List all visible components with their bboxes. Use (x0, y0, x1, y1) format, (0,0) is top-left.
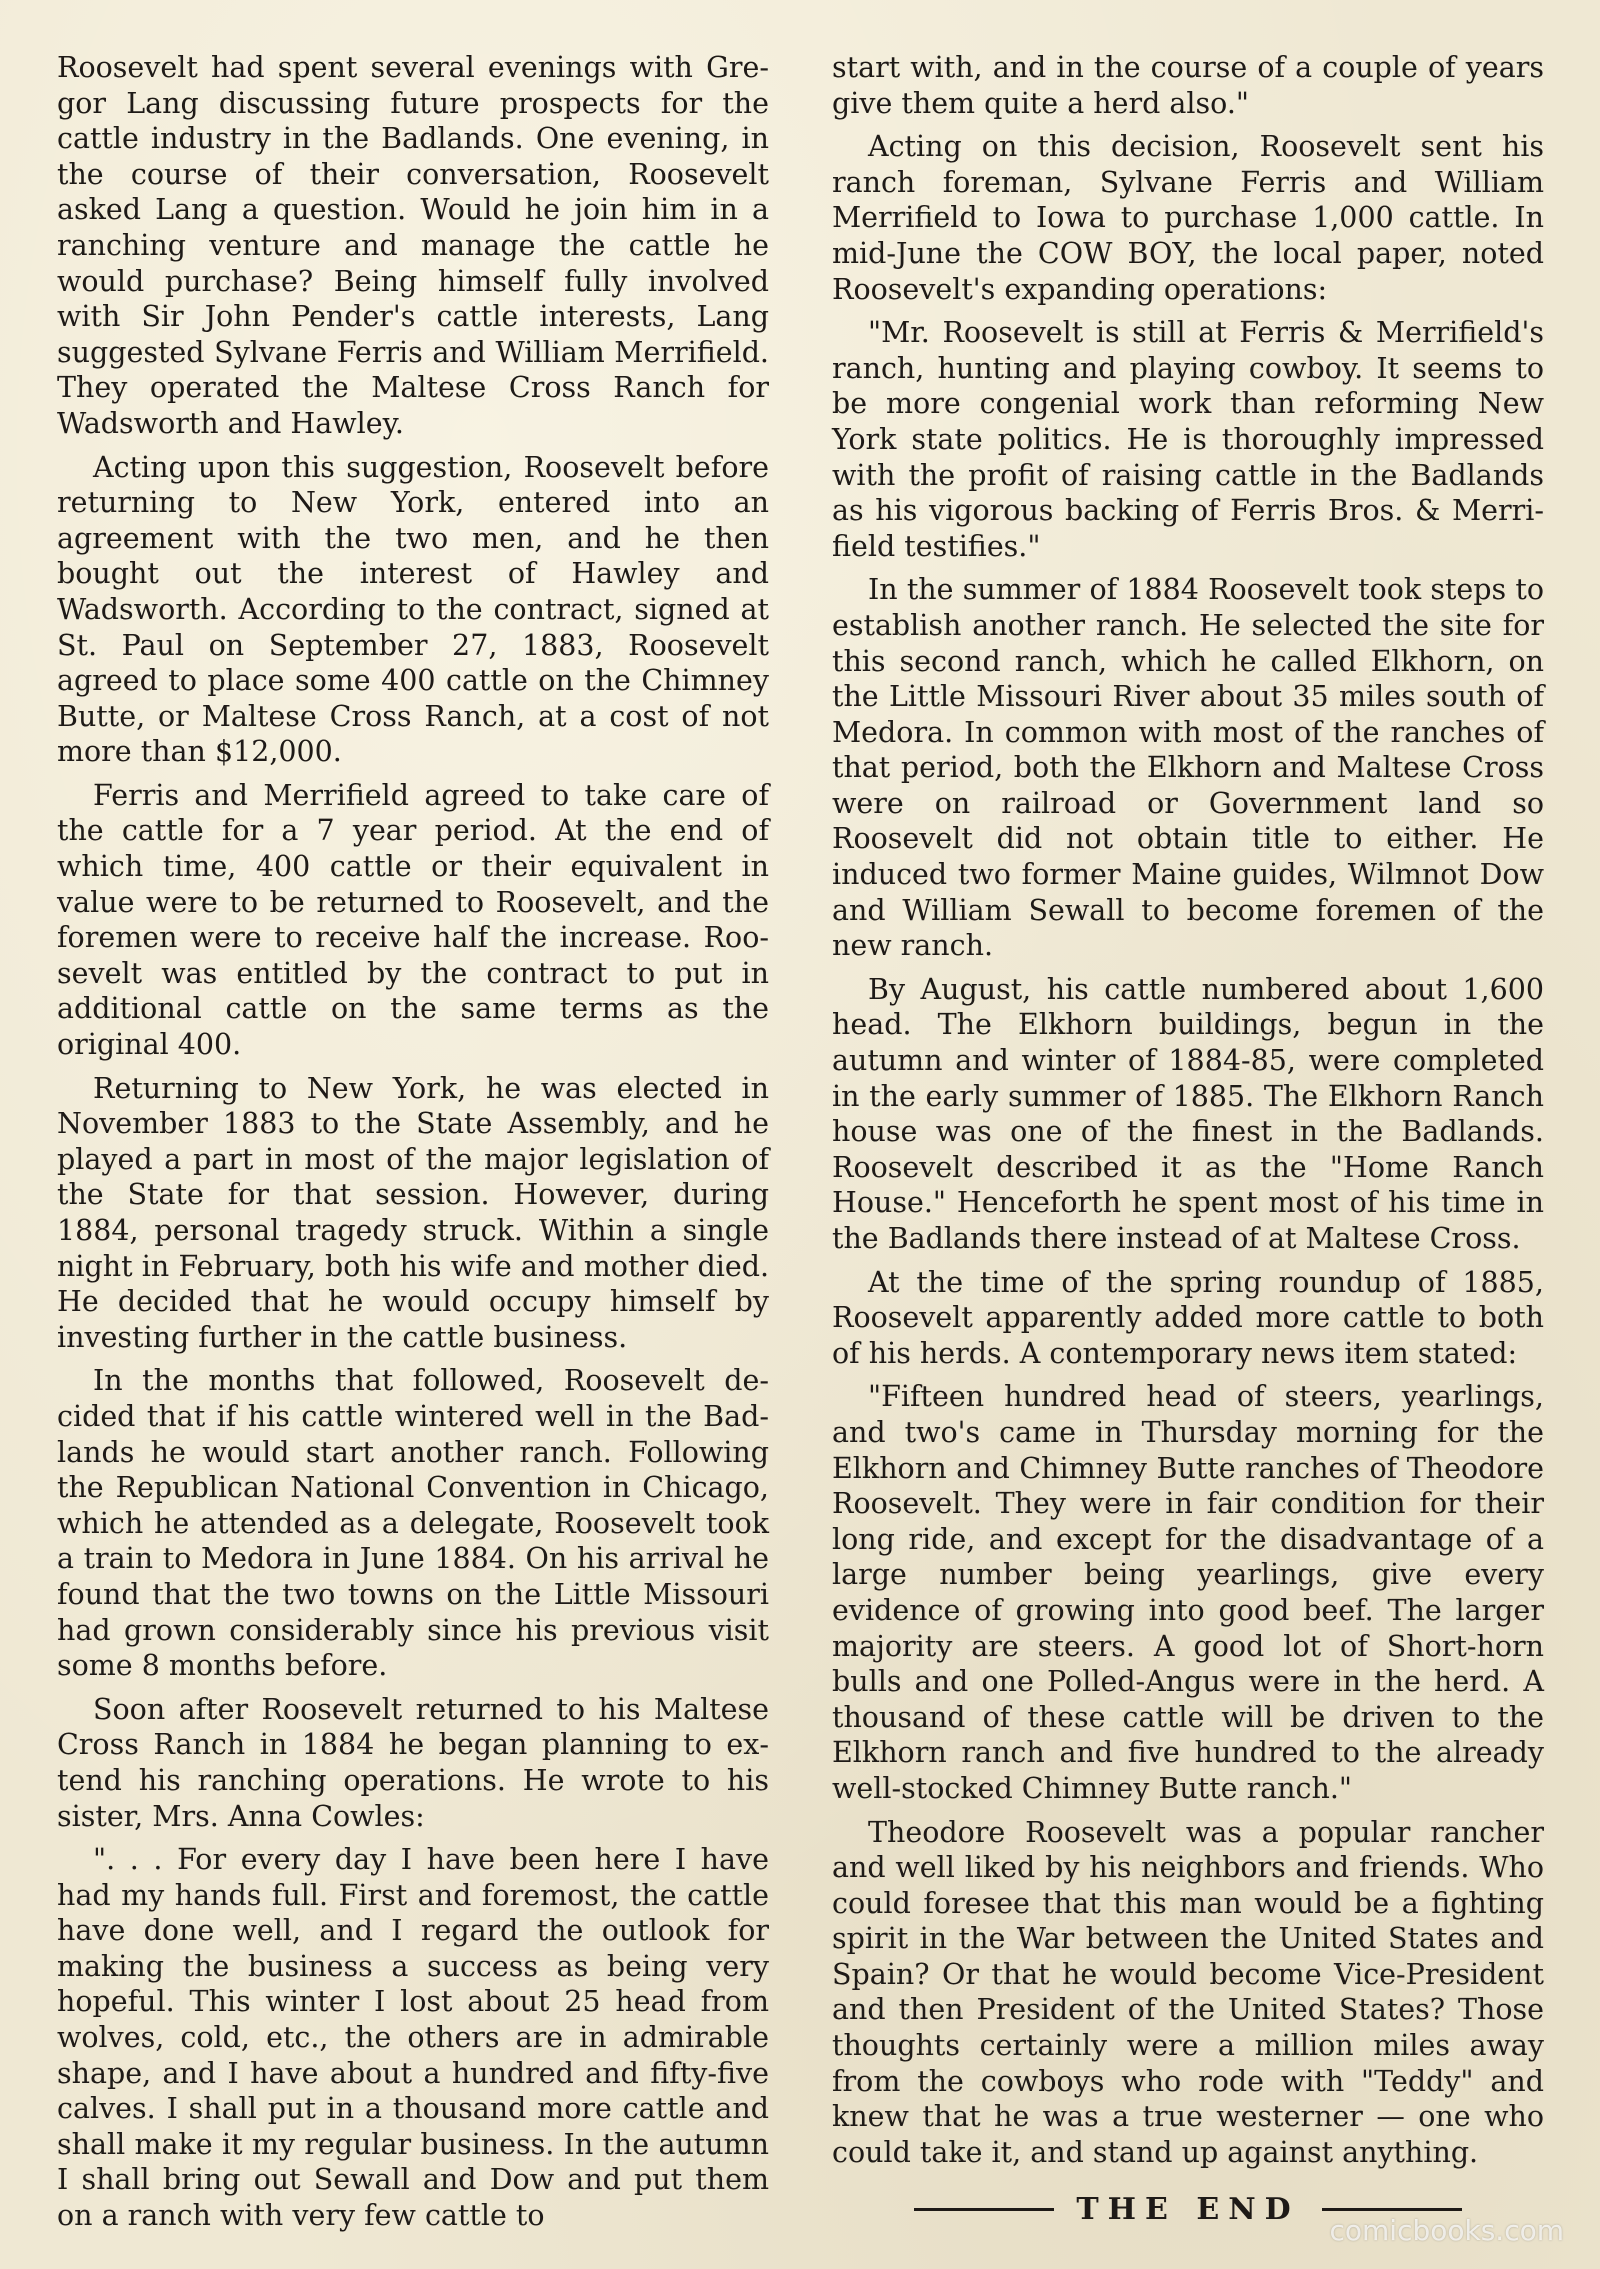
paragraph: Returning to New York, he was elected in November 1883 to the State Assembly, and he played a part in most of the major legislation of the State for that session. However, during 1884, personal tragedy struck. Within a single night in February, both his wife and mother died. He decided that he would occupy himself by investing further in the cattle business. (57, 1071, 769, 1354)
end-rule-right (1322, 2208, 1462, 2211)
article-right-column (832, 50, 1544, 2178)
end-rule-left (914, 2208, 1054, 2211)
paragraph: Ferris and Merrifield agreed to take care of the cattle for a 7 year period. At the end of which time, 400 cattle or their equivalent in value were to be returned to Roosevelt, and the foremen were to receive half the increase. Roosevelt was entitled by the contract to put in additional cattle on the same terms as the original 400. (57, 778, 769, 1062)
paragraph: Acting upon this suggestion, Roosevelt before returning to New York, entered into an agreement with the two men, and he then bought out the interest of Hawley and Wadsworth. According to the contract, signed at St. Paul on September 27, 1883, Roosevelt agreed to place some 400 cattle on the Chimney Butte, or Maltese Cross Ranch, at a cost of not more than $12,000. (57, 450, 769, 769)
the-end-label: THE END (1076, 2192, 1300, 2227)
paragraph: By August, his cattle numbered about 1,600 head. The Elkhorn buildings, begun in the autumn and winter of 1884-85, were completed in the early summer of 1885. The Elkhorn Ranch house was one of the finest in the Badlands. Roosevelt described it as the "Home Ranch House." Henceforth he spent most of his time in the Badlands there instead of at Maltese Cross. (832, 972, 1544, 1255)
article-left-column (57, 50, 769, 2242)
paragraph: At the time of the spring roundup of 1885, Roosevelt apparently added more cattle to both of his herds. A contemporary news item stated: (832, 1265, 1544, 1370)
paragraph: Soon after Roosevelt returned to his Maltese Cross Ranch in 1884 he began planning to extend his ranching operations. He wrote to his sister, Mrs. Anna Cowles: (57, 1692, 769, 1833)
newspaper-quote: "Mr. Roosevelt is still at Ferris & Merrifield's ranch, hunting and playing cowboy. It seems to be more congenial work than reforming New York state politics. He is thoroughly impressed with the profit of raising cattle in the Badlands as his vigorous backing of Ferris Bros. & Merrifield testifies." (832, 316, 1544, 563)
news-item-quote: "Fifteen hundred head of steers, yearlings, and two's came in Thursday morning for the Elkhorn and Chimney Butte ranches of Theodore Roosevelt. They were in fair condition for their long ride, and except for the disadvantage of a large number being yearlings, give every evidence of growing into good beef. The larger majority are steers. A good lot of Short-horn bulls and one Polled-Angus were in the herd. A thousand of these cattle will be driven to the Elkhorn ranch and five hundred to the already well-stocked Chimney Butte ranch." (832, 1380, 1544, 1805)
paragraph: In the months that followed, Roosevelt decided that if his cattle wintered well in the Badlands he would start another ranch. Following the Republican National Convention in Chicago, which he attended as a delegate, Roosevelt took a train to Medora in June 1884. On his arrival he found that the two towns on the Little Missouri had grown considerably since his previous visit some 8 months before. (57, 1364, 769, 1683)
paragraph: start with, and in the course of a couple of years give them quite a herd also." (832, 51, 1544, 120)
paragraph: Roosevelt had spent several evenings with Gregor Lang discussing future prospects for the cattle industry in the Badlands. One evening, in the course of their conversation, Roosevelt asked Lang a question. Would he join him in a ranching venture and manage the cattle he would purchase? Being himself fully involved with Sir John Pender's cattle interests, Lang suggested Sylvane Ferris and William Merrifield. They operated the Maltese Cross Ranch for Wadsworth and Hawley. (57, 51, 769, 440)
letter-quote: ". . . For every day I have been here I have had my hands full. First and foremost, the cattle have done well, and I regard the outlook for making the business a success as being very hopeful. This winter I lost about 25 head from wolves, cold, etc., the others are in admirable shape, and I have about a hundred and fifty-five calves. I shall put in a thousand more cattle and shall make it my regular business. In the autumn I shall bring out Sewall and Dow and put them on a ranch with very few cattle to (57, 1843, 769, 2233)
site-watermark: comicbooks.com (1329, 2214, 1564, 2247)
paragraph: Acting on this decision, Roosevelt sent his ranch foreman, Sylvane Ferris and William Merrifield to Iowa to purchase 1,000 cattle. In mid-June the COW BOY, the local paper, noted Roosevelt's expanding operations: (832, 130, 1544, 306)
paragraph: Theodore Roosevelt was a popular rancher and well liked by his neighbors and friends. Who could foresee that this man would be a fighting spirit in the War between the United States and Spain? Or that he would become Vice-President and then President of the United States? Those thoughts certainly were a million miles away from the cowboys who rode with "Teddy" and knew that he was a true westerner — one who could take it, and stand up against anything. (832, 1815, 1544, 2169)
paragraph: In the summer of 1884 Roosevelt took steps to establish another ranch. He selected the site for this second ranch, which he called Elkhorn, on the Little Missouri River about 35 miles south of Medora. In common with most of the ranches of that period, both the Elkhorn and Maltese Cross were on railroad or Government land so Roosevelt did not obtain title to either. He induced two former Maine guides, Wilmnot Dow and William Sewall to become foremen of the new ranch. (832, 573, 1544, 963)
